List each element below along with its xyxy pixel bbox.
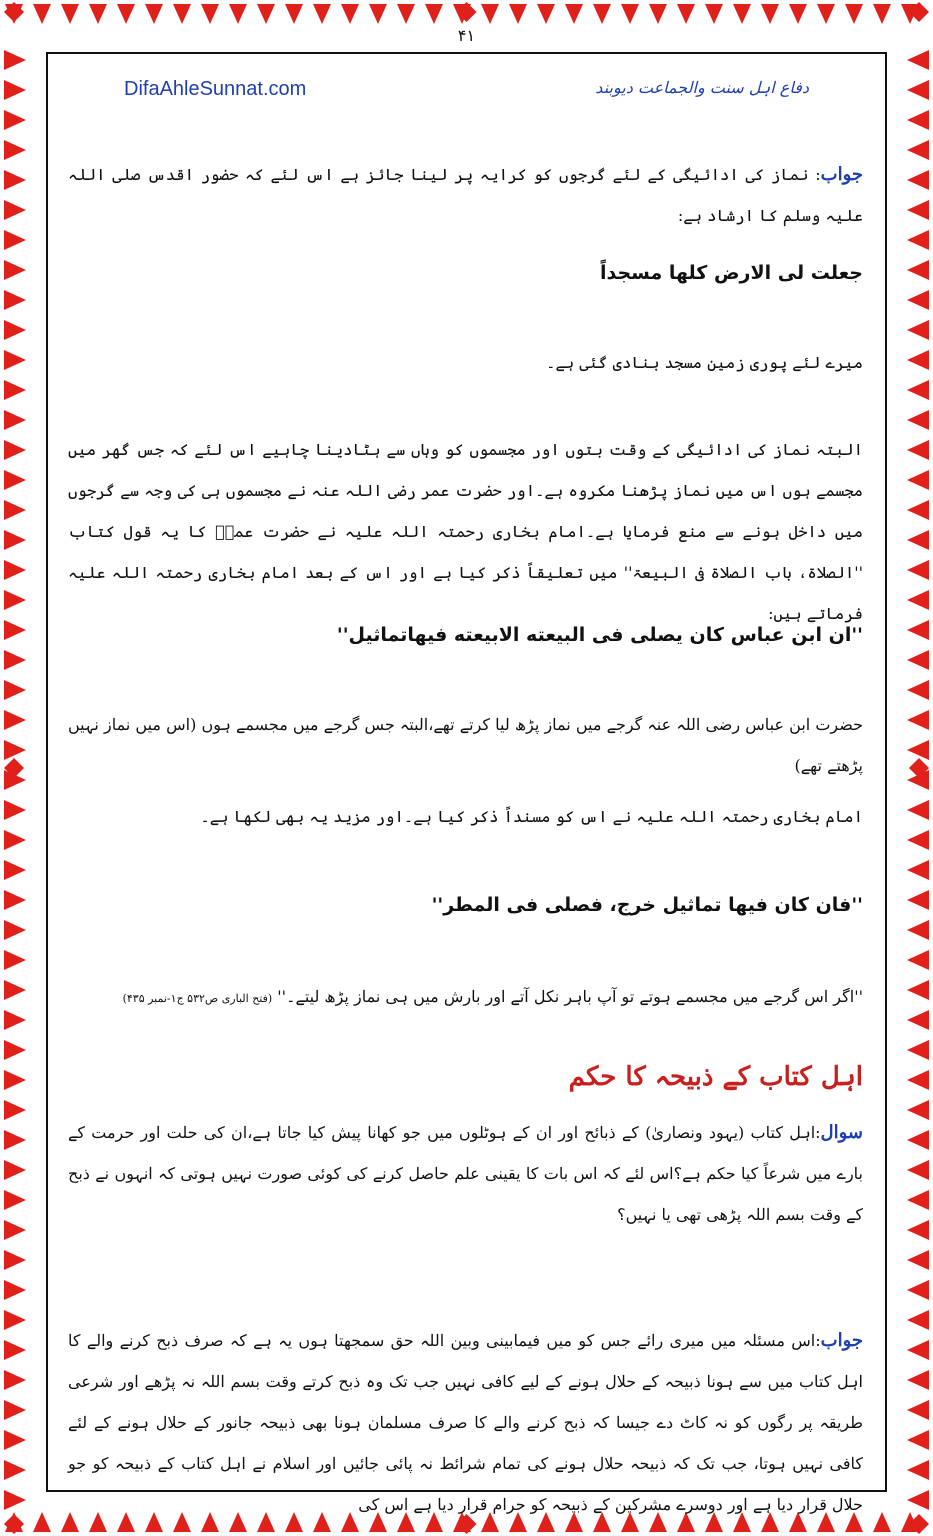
header-title: دفاع اہل سنت والجماعت دیوبند [595, 78, 809, 97]
border-triangle [4, 1340, 26, 1360]
border-triangle [621, 4, 639, 24]
border-triangle [229, 4, 247, 24]
border-triangle [907, 50, 929, 70]
border-triangle [4, 590, 26, 610]
border-triangle [4, 1010, 26, 1030]
border-triangle [313, 4, 331, 24]
border-triangle [593, 4, 611, 24]
border-triangle [907, 1400, 929, 1420]
translation-2: حضرت ابن عباس رضی اللہ عنہ گرجے میں نماز پڑھ لیا کرتے تھے،البتہ جس گرجے میں مجسمے ہوں (اس میں نماز نہیں پڑھتے تھے) [68, 715, 864, 775]
border-triangle [907, 680, 929, 700]
border-triangle [907, 650, 929, 670]
border-triangle [4, 200, 26, 220]
border-triangle [4, 1070, 26, 1090]
border-triangle [907, 200, 929, 220]
border-triangle [397, 4, 415, 24]
question-text: :اہل کتاب (یہود ونصاریٰ) کے ذبائح اور ان کے ہوٹلوں میں جو کھانا پیش کیا جاتا ہے،ان کی حلت اور حرمت کے بارے میں شرعاً کیا حکم ہے؟اس لئے کہ اس بات کا یقینی علم حاصل کرنے کی کوئی صورت نہیں ہوتی کہ انہوں نے ذبح کے وقت بسم اللہ پڑھی تھی یا نہیں؟ [68, 1123, 863, 1224]
border-triangle [907, 980, 929, 1000]
border-triangle [145, 4, 163, 24]
border-triangle [509, 4, 527, 24]
border-triangle [907, 140, 929, 160]
border-triangle [4, 560, 26, 580]
border-triangle [369, 4, 387, 24]
border-triangle [33, 4, 51, 24]
border-triangle [907, 1160, 929, 1180]
border-triangle [33, 1512, 51, 1532]
border-triangle [4, 1220, 26, 1240]
border-triangle [907, 1370, 929, 1390]
border-triangle [4, 350, 26, 370]
translation-1: میرے لئے پوری زمین مسجد بنادی گئی ہے۔ [546, 353, 863, 372]
border-triangle [907, 1310, 929, 1330]
border-triangle [4, 1100, 26, 1120]
border-triangle [4, 410, 26, 430]
border-triangle [817, 4, 835, 24]
border-triangle [4, 830, 26, 850]
border-triangle [907, 860, 929, 880]
border-triangle [4, 1250, 26, 1270]
border-triangle [907, 500, 929, 520]
border-triangle [907, 350, 929, 370]
page-number: ۴۱ [457, 26, 476, 45]
page-content-box [46, 52, 887, 1514]
border-triangle [4, 440, 26, 460]
border-triangle [201, 4, 219, 24]
border-triangle [341, 4, 359, 24]
border-triangle [4, 680, 26, 700]
border-triangle [4, 260, 26, 280]
border-triangle [117, 4, 135, 24]
border-triangle [4, 140, 26, 160]
border-triangle [4, 110, 26, 130]
border-triangle [907, 1040, 929, 1060]
border-triangle [761, 4, 779, 24]
border-triangle [565, 4, 583, 24]
border-triangle [4, 1400, 26, 1420]
answer-label: جواب [820, 164, 863, 185]
answer-2-label: جواب [820, 1330, 863, 1351]
border-triangle [907, 80, 929, 100]
paragraph-3: امام بخاری رحمتہ اللہ علیہ نے اس کو مسنداً ذکر کیا ہے۔اور مزید یہ بھی لکھا ہے۔ [200, 807, 863, 826]
border-triangle [907, 560, 929, 580]
content [68, 54, 864, 1514]
border-triangle [173, 4, 191, 24]
question-label: سوال [820, 1122, 863, 1143]
border-triangle [4, 530, 26, 550]
border-triangle [907, 1340, 929, 1360]
border-triangle [907, 380, 929, 400]
border-triangle [907, 260, 929, 280]
border-triangle [907, 1430, 929, 1450]
border-triangle [677, 4, 695, 24]
border-triangle [4, 950, 26, 970]
border-triangle [907, 1220, 929, 1240]
border-triangle [4, 1370, 26, 1390]
answer-paragraph-2 [68, 1320, 863, 1525]
border-triangle [4, 1310, 26, 1330]
border-triangle [873, 4, 891, 24]
border-triangle [733, 4, 751, 24]
border-triangle [907, 1130, 929, 1150]
border-triangle [789, 4, 807, 24]
border-triangle [4, 740, 26, 760]
border-triangle [907, 710, 929, 730]
border-triangle [61, 4, 79, 24]
border-triangle [907, 890, 929, 910]
border-triangle [4, 80, 26, 100]
site-url[interactable]: DifaAhleSunnat.com [124, 78, 307, 100]
border-triangle [4, 1280, 26, 1300]
border-triangle [4, 1130, 26, 1150]
answer-text: : نماز کی ادائیگی کے لئے گرجوں کو کرایہ پر لینا جائز ہے اس لئے کہ حضور اقدس صلی اللہ علیہ وسلم کا ارشاد ہے: [68, 165, 863, 225]
border-triangle [4, 800, 26, 820]
border-triangle [4, 500, 26, 520]
arabic-quote-2: ''ان ابن عباس کان یصلی فی البیعته الابیعته فیھاتماثیل'' [336, 624, 863, 646]
border-triangle [4, 50, 26, 70]
border-triangle [4, 1190, 26, 1210]
border-triangle [907, 170, 929, 190]
arabic-quote-1: جعلت لی الارض کلھا مسجداً [599, 262, 863, 284]
border-triangle [907, 320, 929, 340]
border-triangle [649, 4, 667, 24]
border-triangle [285, 4, 303, 24]
border-triangle [257, 4, 275, 24]
border-triangle [481, 4, 499, 24]
answer-paragraph-1 [68, 154, 863, 236]
border-triangle [907, 290, 929, 310]
arabic-quote-3: ''فان کان فیھا تماثیل خرج، فصلی فی المطر'' [431, 894, 863, 916]
translation-3 [68, 976, 863, 1019]
border-triangle [89, 4, 107, 24]
border-triangle [907, 110, 929, 130]
border-triangle [4, 1490, 26, 1510]
border-triangle [4, 380, 26, 400]
reference-citation: (فتح الباری ص۵۳۲ ج۱-نمبر ۴۳۵) [122, 992, 273, 1005]
border-triangle [907, 470, 929, 490]
border-triangle [907, 440, 929, 460]
paragraph-2: البتہ نماز کی ادائیگی کے وقت بتوں اور مجسموں کو وہاں سے ہٹادینا چاہیے اس لئے کہ جس گھر میں مجسمے ہوں اس میں نماز پڑھنا مکروہ ہے۔اور حضرت عمر رضی اللہ عنہ نے مجسموں ہی کی وجہ سے گرجوں میں داخل ہونے سے منع فرمایا ہے۔امام بخاری رحمتہ اللہ علیہ نے حضرت عمرؓ کا یہ قول کتاب ''الصلاۃ، باب الصلاۃ فی البیعۃ'' میں تعلیقاً ذکر کیا ہے اور اس کے بعد امام بخاری رحمتہ اللہ علیہ فرماتے ہیں: [68, 440, 864, 623]
border-triangle [907, 950, 929, 970]
border-triangle [425, 4, 443, 24]
border-triangle [4, 920, 26, 940]
border-triangle [537, 4, 555, 24]
border-triangle [4, 320, 26, 340]
border-triangle [907, 1190, 929, 1210]
border-triangle [907, 1280, 929, 1300]
border-triangle [907, 800, 929, 820]
border-triangle [907, 530, 929, 550]
border-triangle [907, 920, 929, 940]
border-triangle [4, 170, 26, 190]
border-triangle [4, 710, 26, 730]
border-triangle [907, 1460, 929, 1480]
border-triangle [907, 1490, 929, 1510]
border-triangle [907, 740, 929, 760]
section-heading: اہل کتاب کے ذبیحہ کا حکم [568, 1062, 863, 1092]
border-triangle [4, 1430, 26, 1450]
border-triangle [4, 1160, 26, 1180]
border-triangle [907, 410, 929, 430]
border-triangle [4, 230, 26, 250]
border-triangle [4, 620, 26, 640]
border-triangle [4, 290, 26, 310]
border-triangle [907, 1010, 929, 1030]
border-triangle [907, 230, 929, 250]
border-triangle [907, 1070, 929, 1090]
border-triangle [4, 1460, 26, 1480]
border-triangle [4, 470, 26, 490]
border-triangle [4, 1040, 26, 1060]
border-triangle [4, 650, 26, 670]
border-triangle [4, 980, 26, 1000]
border-triangle [705, 4, 723, 24]
answer-2-text: :اس مسئلہ میں میری رائے جس کو میں فیمابینی وبین اللہ حق سمجھتا ہوں یہ ہے کہ صرف ذبح کرنے والے کا اہل کتاب میں سے ہونا ذبیحہ کے حلال ہونے کے لیے کافی نہیں جب تک وہ ذبح کرتے وقت بسم اللہ نہ پڑھے اور شرعی طریقہ پر رگوں کو نہ کاٹ دے جیسا کہ ذبح کرنے والے کا صرف مسلمان ہونا بھی ذبیحہ جانور کے حلال ہونے کے لئے کافی نہیں ہوتا، جب تک کہ ذبیحہ حلال ہونے کی تمام شرائط نہ پائی جائیں اور اسلام نے اہل کتاب کے ذبیحہ کو جو حلال قرار دیا ہے اور دوسرے مشرکین کے ذبیحہ کو حرام قرار دیا ہے اس کی [68, 1331, 863, 1514]
border-triangle [4, 860, 26, 880]
border-triangle [907, 1100, 929, 1120]
border-triangle [907, 830, 929, 850]
border-triangle [873, 1512, 891, 1532]
question-paragraph [68, 1112, 863, 1235]
border-triangle [907, 1250, 929, 1270]
border-triangle [4, 890, 26, 910]
translation-3-text: ''اگر اس گرجے میں مجسمے ہوتے تو آپ باہر نکل آتے اور بارش میں ہی نماز پڑھ لیتے۔'' [277, 987, 863, 1006]
border-triangle [845, 4, 863, 24]
border-triangle [907, 620, 929, 640]
border-triangle [907, 590, 929, 610]
